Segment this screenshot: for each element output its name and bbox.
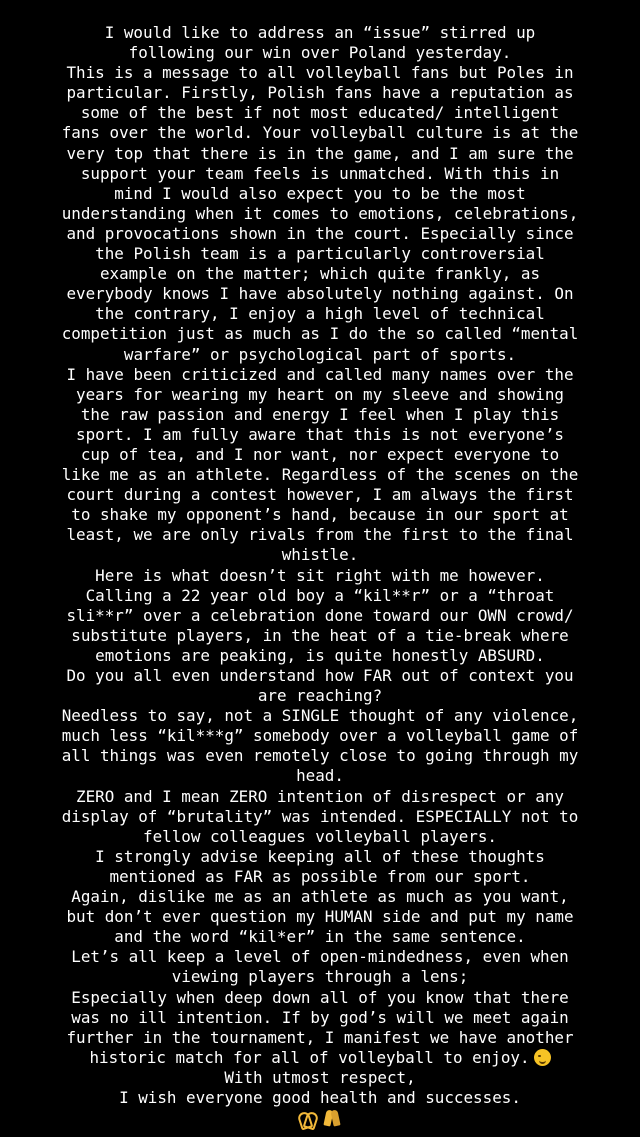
text-line: like me as an athlete. Regardless of the scenes on the: [61, 465, 579, 485]
text-line: all things was even remotely close to going through my: [61, 746, 579, 766]
text-line: historic match for all of volleyball to enjoy.: [89, 1047, 530, 1067]
text-line: mind I would also expect you to be the most: [114, 183, 526, 203]
text-line: head.: [296, 766, 344, 786]
text-line: the contrary, I enjoy a high level of technical: [95, 304, 545, 324]
text-line: I would like to address an “issue” stirred up: [104, 23, 536, 42]
text-line: Here is what doesn’t sit right with me however.: [95, 565, 545, 585]
folded-hands-icon: [322, 1109, 342, 1127]
text-line: understanding when it comes to emotions, celebrations,: [61, 203, 579, 223]
text-line: but don’t ever question my HUMAN side and put my name: [66, 907, 574, 927]
text-line: and provocations shown in the court. Especially since: [66, 223, 574, 243]
text-line: Let’s all keep a level of open-mindedness, even when: [71, 947, 569, 967]
text-line: sli**r” over a celebration done toward our OWN crowd/: [66, 605, 574, 625]
text-line: Needless to say, not a SINGLE thought of any violence,: [61, 706, 579, 726]
text-line: least, we are only rivals from the first to the final: [66, 525, 574, 545]
text-line: With utmost respect,: [224, 1067, 416, 1087]
text-line: sport. I am fully aware that this is not everyone’s: [76, 424, 564, 444]
text-line: example on the matter; which quite frankly, as: [99, 264, 541, 284]
text-line: the Polish team is a particularly controversial: [95, 244, 545, 264]
text-line: and the word “kil*er” in the same sentence.: [114, 927, 526, 947]
text-line: ZERO and I mean ZERO intention of disrespect or any: [76, 786, 564, 806]
text-line: particular. Firstly, Polish fans have a reputation as: [66, 83, 574, 103]
text-line: display of “brutality” was intended. ESPECIALLY not to: [61, 806, 579, 826]
text-line: much less “kil***g” somebody over a volleyball game of: [61, 726, 579, 746]
text-line: following our win over Poland yesterday.: [128, 43, 512, 63]
text-line: very top that there is in the game, and I am sure the: [66, 143, 574, 163]
text-line: This is a message to all volleyball fans but Poles in: [66, 63, 574, 83]
text-line: I have been criticized and called many names over the: [66, 364, 574, 384]
text-line: Again, dislike me as an athlete as much as you want,: [71, 887, 569, 907]
text-line: competition just as much as I do the so called “mental: [61, 324, 579, 344]
text-line: some of the best if not most educated/ intelligent: [80, 103, 560, 123]
text-line: are reaching?: [257, 686, 383, 706]
story-text-block: [0, 23, 640, 1134]
text-line: court during a contest however, I am always the first: [66, 485, 574, 505]
text-line: was no ill intention. If by god’s will we meet again: [71, 1007, 569, 1027]
text-line: warfare” or psychological part of sports.: [123, 344, 517, 364]
text-line: to shake my opponent’s hand, because in our sport at: [71, 505, 569, 525]
text-line-with-emoji: [0, 1048, 640, 1068]
text-line: viewing players through a lens;: [171, 967, 469, 987]
text-line: I strongly advise keeping all of these thoughts: [95, 846, 545, 866]
heart-hands-icon: [298, 1109, 318, 1127]
text-line: Calling a 22 year old boy a “kil**r” or a “throat: [85, 585, 555, 605]
emoji-row: [0, 1108, 640, 1134]
text-line: years for wearing my heart on my sleeve and showing: [76, 384, 564, 404]
text-line: substitute players, in the heat of a tie-break where: [71, 625, 569, 645]
winking-face-icon: [534, 1049, 551, 1066]
text-line: support your team feels is unmatched. With this in: [80, 163, 560, 183]
text-line: further in the tournament, I manifest we have another: [66, 1027, 574, 1047]
text-line: Do you all even understand how FAR out of context you: [66, 666, 574, 685]
text-line: cup of tea, and I nor want, nor expect everyone to: [80, 444, 560, 464]
text-line: emotions are peaking, is quite honestly ABSURD.: [95, 645, 545, 665]
text-line: mentioned as FAR as possible from our sport.: [109, 866, 531, 886]
text-line: everybody knows I have absolutely nothing against. On: [66, 284, 574, 304]
text-line: fellow colleagues volleyball players.: [143, 826, 497, 846]
text-line: fans over the world. Your volleyball culture is at the: [61, 123, 579, 143]
text-line: whistle.: [281, 545, 359, 565]
text-line: Especially when deep down all of you know that there: [71, 987, 569, 1007]
text-line: I wish everyone good health and successes.: [119, 1087, 521, 1107]
text-line: the raw passion and energy I feel when I play this: [80, 404, 560, 424]
